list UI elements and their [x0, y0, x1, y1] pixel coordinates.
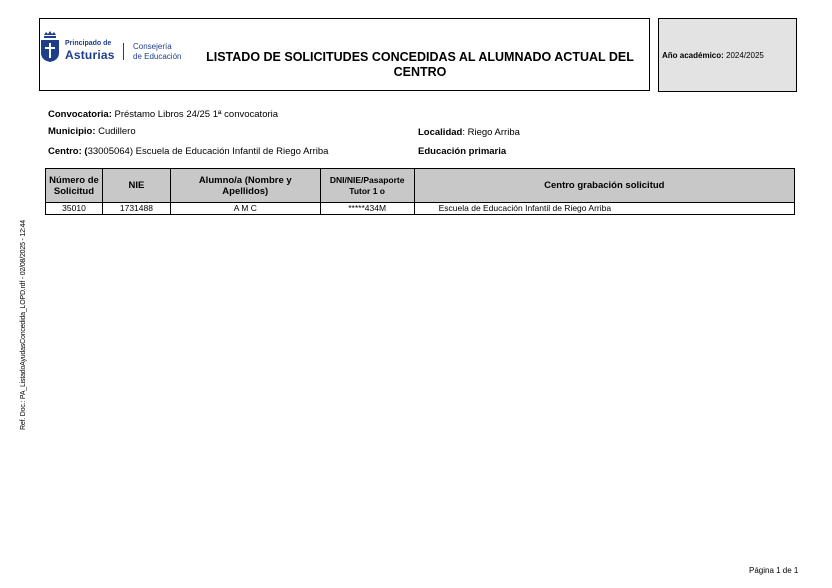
- academic-year: [662, 51, 764, 60]
- table-header-row: [46, 169, 795, 203]
- header-box: [39, 18, 650, 91]
- document-title: [200, 50, 640, 80]
- cell-nie: 1731488: [102, 203, 170, 215]
- cell-alumno: A M C: [170, 203, 320, 215]
- header-dni-line1: DNI/NIE/Pasaporte: [329, 174, 405, 185]
- cell-dni: *****434M: [320, 203, 414, 215]
- org-line1: Principado de: [65, 40, 112, 47]
- municipio-value: Cudillero: [98, 126, 136, 137]
- academic-year-box: [658, 18, 797, 92]
- document-reference: Ref. Doc.: PA_ListadoAyudasConcedida_LOPD.rdf - 02/08/2025 - 12:44: [20, 220, 27, 430]
- table-row: [46, 203, 795, 215]
- academic-year-label: Año académico:: [662, 51, 724, 60]
- header-alumno: [170, 169, 320, 203]
- header-centro: Centro grabación solicitud: [414, 169, 794, 203]
- localidad-line: [418, 127, 520, 138]
- header-dni: [320, 169, 414, 203]
- title-line1: LISTADO DE SOLICITUDES CONCEDIDAS AL ALUMNADO ACTUAL DEL: [206, 50, 634, 64]
- page-number: Página 1 de 1: [749, 566, 799, 575]
- title-line2: CENTRO: [393, 65, 447, 79]
- header-numero-line1: Número de: [49, 174, 99, 186]
- header-alumno-line1: Alumno/a (Nombre y: [198, 174, 292, 186]
- localidad-label: Localidad: [418, 127, 463, 138]
- centro-label: Centro: (: [48, 146, 88, 157]
- cell-centro: Escuela de Educación Infantil de Riego Arriba: [414, 203, 794, 215]
- granted-requests-table: [45, 168, 795, 215]
- header-numero: [46, 169, 103, 203]
- municipio-label: Municipio:: [48, 126, 96, 137]
- header-numero-line2: Solicitud: [53, 185, 95, 197]
- principado-logo: [40, 31, 200, 65]
- org-line2: Asturias: [65, 48, 115, 62]
- header-nie: NIE: [102, 169, 170, 203]
- dept-line2: de Educación: [133, 52, 182, 61]
- header-dni-line2: Tutor 1 o: [349, 185, 385, 196]
- centro-value: 33005064) Escuela de Educación Infantil de Riego Arriba: [87, 146, 329, 157]
- asturias-cross-icon: [40, 31, 60, 63]
- convocatoria-value: Préstamo Libros 24/25 1ª convocatoria: [114, 109, 279, 120]
- cell-numero: 35010: [46, 203, 103, 215]
- header-alumno-line2: Apellidos): [222, 185, 269, 197]
- education-level: [418, 146, 506, 157]
- municipio-line: [48, 126, 136, 137]
- centro-line: [48, 146, 328, 157]
- convocatoria-label: Convocatoria:: [48, 109, 112, 120]
- convocatoria-line: [48, 109, 278, 120]
- education-level-label: Educación primaria: [418, 146, 507, 157]
- dept-line1: Consejería: [133, 42, 172, 51]
- academic-year-value: 2024/2025: [726, 51, 764, 60]
- localidad-value: : Riego Arriba: [462, 127, 520, 138]
- logo-separator: [123, 43, 124, 60]
